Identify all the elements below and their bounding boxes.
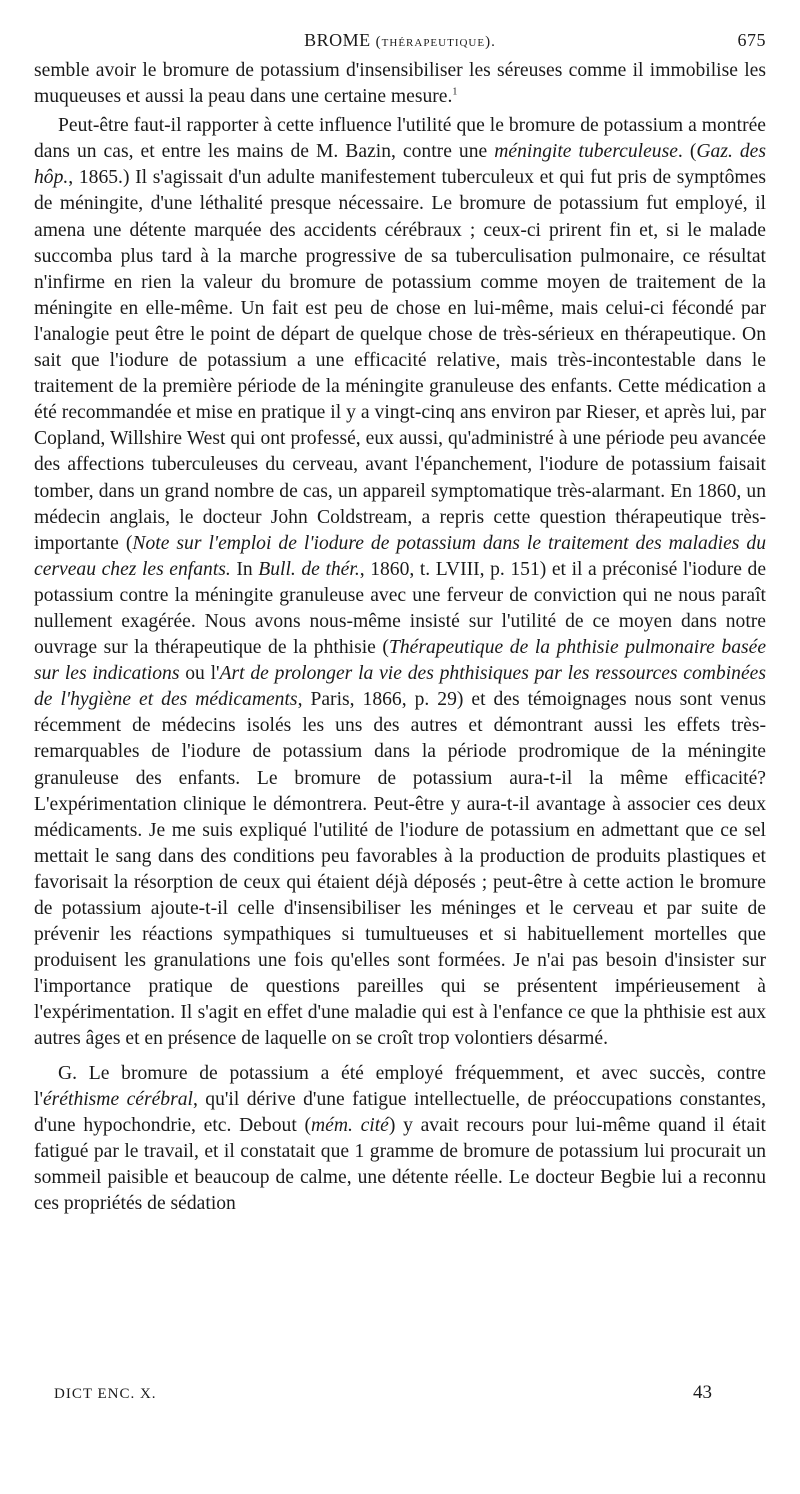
sheet-number: 43 [693,1382,712,1403]
header-subtitle: (thérapeutique). [375,34,496,50]
italic-text: mém. cité [310,1114,389,1136]
text-segment: Peut-être faut-il rapporter à cette influence l'utilité que le bromure de potassium a montrée dans un cas, et entre les mains de M. Bazin, contre une [34,115,766,163]
footer-signature: DICT ENC. X. [54,1386,157,1402]
italic-text: méningite tuberculeuse [494,141,678,163]
text-segment: ou l' [179,663,220,685]
paragraph [34,113,766,1052]
text-segment: G. Le bromure de potassium a été employé fréquemment, et avec succès, contre l' [34,1062,766,1110]
text-body [34,58,766,1217]
italic-text: Thérapeutique de la phthisie pulmonaire basée sur les indications [34,637,767,685]
text-segment: ) y avait recours pour lui-même quand il était fatigué par le travail, et il constatait que 1 gramme de bromure de potassium lui procurait un sommeil paisible et beaucoup de calme, une détente réelle. Le docteur Begbie lui a reconnu ces propriétés de sédation [34,1114,766,1215]
paragraph [34,58,766,110]
italic-text: Bull. de thér. [258,558,360,580]
text-segment: , 1860, t. LVIII, p. 151) et il a préconisé l'iodure de potassium contre la méningite granuleuse avec une ferveur de conviction qui ne nous paraît nullement exagérée. Nous avons nous-même insisté sur l'utilité de ce moyen dans notre ouvrage sur la thérapeutique de la phthisie ( [34,558,767,659]
running-title [34,30,766,51]
document-page [34,28,766,1217]
text-segment: . ( [677,141,697,163]
text-segment: , 1865.) Il s'agissait d'un adulte manifestement tuberculeux et qui fut pris de symptômes de méningite, d'une léthalité presque nécessaire. Le bromure de potassium fut employé, il amena une détente marquée des accidents cérébraux ; ceux-ci prirent fin et, si le malade succomba plus tard à la marche progressive de sa tuberculisation pulmonaire, ce résultat n'infirme en rien la valeur du bromure de potassium comme moyen de traitement de la méningite en elle-même. Un fait est peu de chose en lui-même, mais celui-ci fécondé par l'analogie peut être le point de départ de quelque chose de très-sérieux en thérapeutique. On sait que l'iodure de potassium a une efficacité relative, mais très-incontestable dans le traitement de la première période de la méningite granuleuse des enfants. Cette médication a été recommandée et mise en pratique il y a vingt-cinq ans environ par Rieser, et après lui, par Copland, Willshire West qui ont professé, eux aussi, qu'administré à une période peu avancée des affections tuberculeuses du cerveau, avant l'épanchement, l'iodure de potassium faisait tomber, dans un grand nombre de cas, un appareil symptomatique très-alarmant. En 1860, un médecin anglais, le docteur John Coldstream, a repris cette question thérapeutique très-importante ( [34,167,766,554]
italic-text: Note sur l'emploi de l'iodure de potassium dans le traitement des maladies du cerveau chez les enfants. [34,532,766,580]
footnote-marker: 1 [452,86,458,98]
text-segment: In [230,558,259,580]
text-segment: , Paris, 1866, p. 29) et des témoignages nous sont venus récemment de médecins isolés les uns des autres et démontrant aussi les effets très-remarquables de l'iodure de potassium dans la période prodromique de la méningite granuleuse des enfants. Le bromure de potassium aura-t-il la même efficacité? L'expérimentation clinique le démontrera. Peut-être y aura-t-il avantage à associer ces deux médicaments. Je me suis expliqué l'utilité de l'iodure de potassium en admettant que ce sel mettait le sang dans des conditions peu favorables à la production de produits plastiques et favorisait la résorption de ceux qui étaient déjà déposés ; peut-être à cette action le bromure de potassium ajoute-t-il celle d'insensibiliser les méninges et le cerveau et par suite de prévenir les réactions sympathiques si tumultueuses et si habituellement mortelles que produisent les granulations une fois qu'elles sont formées. Je n'ai pas besoin d'insister sur l'importance pratique de questions pareilles qui se présentent impérieusement à l'expérimentation. Il s'agit en effet d'une maladie qui est à l'enfance ce que la phthisie est aux autres âges et en présence de laquelle on se croît trop volontiers désarmé. [34,689,766,1050]
running-head [34,28,766,58]
text-segment: semble avoir le bromure de potassium d'insensibiliser les séreuses comme il immobilise les muqueuses et aussi la peau dans une certaine mesure. [34,60,766,108]
page-footer [54,1380,712,1404]
page-number: 675 [737,30,766,50]
italic-text: Art de prolonger la vie des phthisiques par les ressources combinées de l'hygiène et des médicaments [34,663,766,711]
header-title: BROME [304,30,371,50]
text-segment: , qu'il dérive d'une fatigue intellectuelle, de préoccupations constantes, d'une hypochondrie, etc. Debout ( [34,1088,766,1136]
italic-text: éréthisme cérébral [42,1088,193,1110]
italic-text: Gaz. des hôp. [34,141,766,189]
paragraph [34,1061,766,1218]
